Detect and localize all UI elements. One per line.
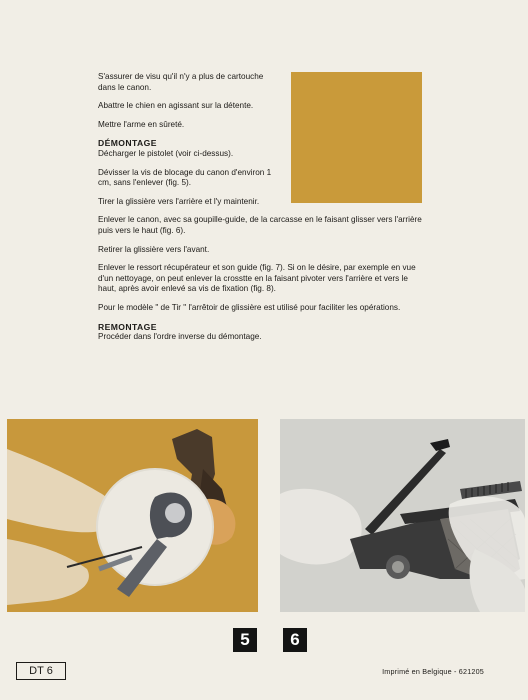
figure-6-photo [280, 419, 525, 612]
demontage-step: Dévisser la vis de blocage du canon d'environ 1 cm, sans l'enlever (fig. 5). [98, 167, 272, 188]
pistol-disassembly-illustration [280, 419, 525, 612]
pistol-loupe-illustration [7, 419, 258, 612]
demontage-step: Tirer la glissière vers l'arrière et l'y maintenir. [98, 196, 260, 206]
intro-paragraph: S'assurer de visu qu'il n'y a plus de cartouche dans le canon. [98, 72, 264, 92]
instructions-text [98, 72, 428, 351]
document-code: DT 6 [16, 662, 66, 680]
intro-paragraph: Abattre le chien en agissant sur la détente. [98, 101, 254, 111]
remontage-text: Procéder dans l'ordre inverse du démontage. [98, 332, 262, 342]
demontage-step: Retirer la glissière vers l'avant. [98, 244, 210, 254]
figure-5-label: 5 [233, 628, 257, 652]
figure-5-photo [7, 419, 258, 612]
demontage-heading: DÉMONTAGE [98, 138, 157, 149]
demontage-step: Enlever le canon, avec sa goupille-guide, de la carcasse en le faisant glisser vers l'arrière puis vers le haut (fig. 6). [98, 215, 422, 235]
demontage-step: Enlever le ressort récupérateur et son guide (fig. 7). Si on le désire, par exemple en vue d'un nettoyage, on peut enlever la crosstte en la faisant pivoter vers l'arrière et vers le haut, après avoir enlevé sa vis de fixation (fig. 8). [98, 263, 416, 294]
intro-paragraph: Mettre l'arme en sûreté. [98, 119, 185, 129]
intro-section [98, 72, 276, 130]
remontage-heading: REMONTAGE [98, 321, 157, 332]
demontage-step: Décharger le pistolet (voir ci-dessus). [98, 148, 234, 158]
printed-in-note: Imprimé en Belgique - 621205 [382, 667, 484, 676]
figure-6-label: 6 [283, 628, 307, 652]
demontage-step: Pour le modèle " de Tir " l'arrêtoir de glissière est utilisé pour faciliter les opérations. [98, 302, 401, 312]
